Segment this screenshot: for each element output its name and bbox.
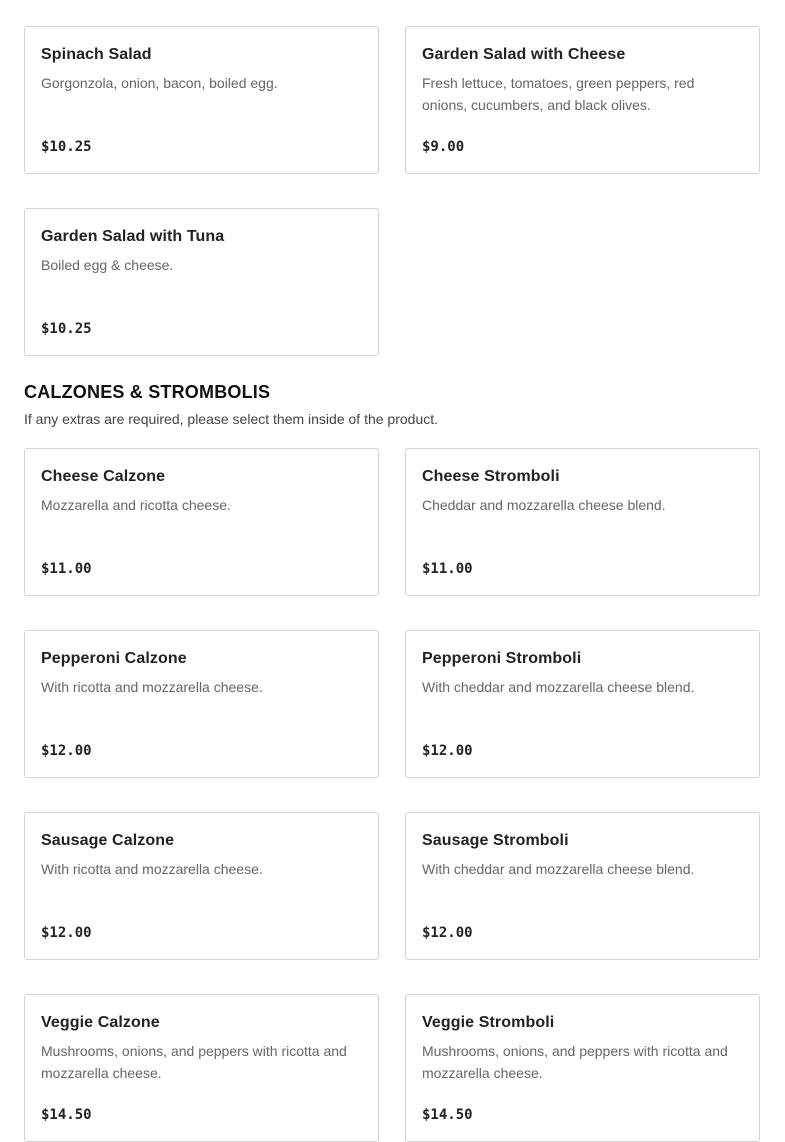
item-price: $9.00 <box>422 139 465 155</box>
menu-item-card[interactable] <box>24 812 379 960</box>
item-price: $12.00 <box>41 925 92 941</box>
item-name: Pepperoni Calzone <box>41 650 187 667</box>
menu-item-card[interactable] <box>24 26 379 174</box>
item-name: Garden Salad with Tuna <box>41 228 225 245</box>
item-description: Cheddar and mozzarella cheese blend. <box>422 497 666 513</box>
menu-item-card[interactable] <box>405 448 760 596</box>
item-name: Cheese Calzone <box>41 468 166 485</box>
item-description: With ricotta and mozzarella cheese. <box>41 861 263 877</box>
item-description: With ricotta and mozzarella cheese. <box>41 679 263 695</box>
item-name: Cheese Stromboli <box>422 468 560 485</box>
item-name: Veggie Calzone <box>41 1014 160 1031</box>
item-price: $12.00 <box>422 925 473 941</box>
section-title: CALZONES & STROMBOLIS <box>24 382 271 402</box>
item-price: $11.00 <box>422 561 473 577</box>
item-name: Sausage Stromboli <box>422 832 569 849</box>
section-note: If any extras are required, please select them inside of the product. <box>24 411 439 427</box>
menu-item-card[interactable] <box>405 994 760 1142</box>
item-name: Veggie Stromboli <box>422 1014 555 1031</box>
item-description: Fresh lettuce, tomatoes, green peppers, red onions, cucumbers, and black olives. <box>422 75 695 113</box>
item-price: $14.50 <box>41 1107 92 1123</box>
item-name: Spinach Salad <box>41 46 152 63</box>
item-description: Gorgonzola, onion, bacon, boiled egg. <box>41 75 278 91</box>
item-price: $12.00 <box>422 743 473 759</box>
item-description: With cheddar and mozzarella cheese blend. <box>422 679 695 695</box>
item-price: $11.00 <box>41 561 92 577</box>
menu-item-card[interactable] <box>24 448 379 596</box>
item-name: Sausage Calzone <box>41 832 175 849</box>
item-price: $14.50 <box>422 1107 473 1123</box>
item-name: Pepperoni Stromboli <box>422 650 582 667</box>
item-name: Garden Salad with Cheese <box>422 46 626 63</box>
item-price: $12.00 <box>41 743 92 759</box>
item-price: $10.25 <box>41 139 92 155</box>
item-description: Mozzarella and ricotta cheese. <box>41 497 231 513</box>
item-description: Mushrooms, onions, and peppers with ricotta and mozzarella cheese. <box>422 1043 728 1081</box>
item-description: Boiled egg & cheese. <box>41 257 174 273</box>
menu-item-card[interactable] <box>405 630 760 778</box>
item-price: $10.25 <box>41 321 92 337</box>
menu-item-card[interactable] <box>24 208 379 356</box>
menu-item-card[interactable] <box>24 630 379 778</box>
menu-item-card[interactable] <box>405 26 760 174</box>
menu-item-card[interactable] <box>24 994 379 1142</box>
item-description: With cheddar and mozzarella cheese blend. <box>422 861 695 877</box>
menu-item-card[interactable] <box>405 812 760 960</box>
item-description: Mushrooms, onions, and peppers with ricotta and mozzarella cheese. <box>41 1043 347 1081</box>
